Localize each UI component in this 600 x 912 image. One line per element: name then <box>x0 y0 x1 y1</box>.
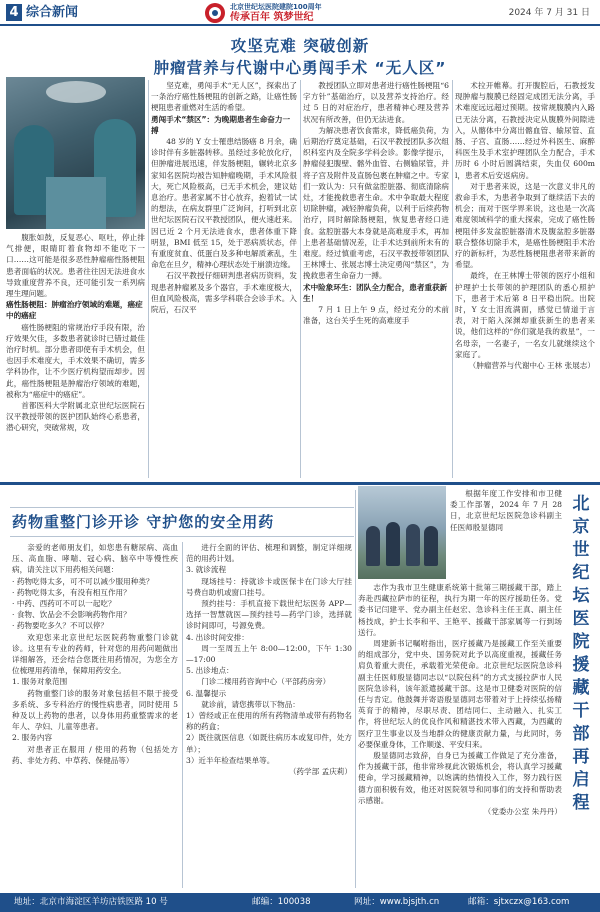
logo-line2: 传承百年 筑梦世纪 <box>230 12 314 23</box>
subheading: 勇闯手术“禁区”：为晚期患者生命奋力一搏 <box>151 114 291 135</box>
paragraph: 3）近半年检查结果单等。 <box>186 755 275 765</box>
paragraph: 药物重整门诊的服务对象包括但不限于接受多系统、多专科治疗的慢性病患者，同时使用 5 种及以上药物的患者，以身体用药重整需求的老年人、孕妇、儿童等患者。 <box>12 688 178 732</box>
paragraph: 周一至周五上午 8:00—12:00，下午 1:30—17:00 <box>186 643 352 665</box>
paragraph: · 中药、西药可不可以一起吃？ <box>12 599 116 609</box>
paragraph: 3. 就诊流程 <box>186 565 227 575</box>
paragraph: 7 月 1 日上午 9 点，经过充分的术前准备，这台关乎生死的高难度手 <box>303 305 449 326</box>
paragraph: 首都医科大学附属北京世纪坛医院石汉平教授带领的医护团队始终心系患者，潜心研究，突破常规，攻 <box>6 401 145 433</box>
paragraph: 2. 服务内容 <box>12 733 53 743</box>
paragraph: 进行全面的评估、梳理和调整，制定详细规范的用药计划。 <box>186 543 352 564</box>
paragraph: 坚克难，勇闯手术“无人区”，探索出了一条治疗癌性肠梗阻的创新之路，让癌性肠梗阻患者重燃对生活的希望。 <box>151 81 297 113</box>
paragraph: 对于患者来说，这是一次意义非凡的救命手术，为患者争取到了继续活下去的机会；而对于医学界来说，这也是一次高难度领域科学的重大探索，完成了癌性肠梗阻伴多发盆腔脏器清术及腹盆腔多脏器联合整体切除手术，是癌性肠梗阻手术治疗的新标杆，为恶性肠梗阻患者带来新的希望。 <box>455 181 595 270</box>
paragraph: 石汉平教授仔细研判患者病历资料，发现患者肿瘤累及多个器官，手术难度极大，但血风险极高，需多学科联合会诊手术。入院后，石汉平 <box>151 271 297 315</box>
footer-postcode: 邮编：100038 <box>252 897 311 907</box>
paragraph: 癌性肠梗阻的常规治疗手段有限，治疗效果欠佳，多数患者就诊时已错过最佳治疗时机。部分患者即使有手术机会，但也因手术难度大，手术效果不确切，需多学科协作，让不少医疗机构望而却步。因此，癌性肠梗阻是肿瘤治疗领域的难题，被称为“癌症中的癌症”。 <box>6 322 145 399</box>
page-footer <box>0 893 600 912</box>
paragraph: 对患者正在服用 / 使用的药物（包括处方药、非处方药、中草药、保健品等） <box>12 744 178 765</box>
article1-column-3 <box>303 80 449 478</box>
paragraph: 1. 服务对象范围 <box>12 677 68 687</box>
paragraph: 最终，在王林博士带领的医疗小组和护理护士长带领的护理团队的悉心照护下，患者于术后第 8 日平稳出院。出院时，Y 女士泪流满面，感觉已情道于言表，对于陷入深渊却重获新生的患者来说，他们这样的“你们就是我的救星”，一名母亲，一名妻子，一名女儿就继续这个家庭了。 <box>455 271 595 359</box>
article2-title: 药物重整门诊开诊 守护您的安全用药 <box>12 513 275 531</box>
author-credit: （肿瘤营养与代谢中心 王林 张展志） <box>468 361 595 371</box>
paragraph: 欢迎您来北京世纪坛医院药物重整门诊就诊。这里有专业的药师，针对您的用药问题做出详细解答，还会结合您既往用药情况，为您全方位梳理用药清单，保障用药安全。 <box>12 632 178 676</box>
hospital-emblem-icon <box>204 2 226 24</box>
paragraph: · 药物吃得太多，可不可以减少服用种类？ <box>12 576 154 586</box>
footer-website: 网址：www.bjsjth.cn <box>354 897 440 907</box>
paragraph: 根据年度工作安排和市卫健委工作部署，2024 年 7 月 28 日，北京世纪坛医院急诊科副主任医师殷显德同 <box>450 489 562 532</box>
paragraph: · 药物吃得太多，有没有相互作用？ <box>12 587 131 597</box>
paragraph: 2）既往就医信息（如既往病历本或复印件，处方单）； <box>186 733 352 754</box>
author-credit: （药学部 孟庆莉） <box>288 767 352 777</box>
author-credit: （党委办公室 朱丹丹） <box>483 807 562 817</box>
article1-column-1 <box>6 232 145 478</box>
paragraph: 腹胀如鼓，反复恶心、呕吐，停止排气排便，眼睛盯着食物却不能吃下一口……这可能是很多恶性肿瘤癌性肠梗阻患者面临的状况。患者往往因无法进食水导致重度营养不良，还可能引发一系列病理生理问题。 <box>6 233 145 299</box>
paragraph: 门诊二楼用药咨询中心（平部药房旁） <box>201 677 331 687</box>
paragraph: 志作为我市卫生健康系统第十批第三期援藏干部，踏上奔赴西藏拉萨市的征程，执行为期一年的医疗援助任务。党委书记闫建平、党办副主任赵宏、急诊科主任王真、副主任杨技成，护士长李和平、王艳平、援藏干部家属等一行到场送行。 <box>358 583 562 637</box>
paragraph: 术拉开帷幕。打开腹腔后，石教授发现肿瘤与腹膜已经固定成团无法分离，手术难度远远超过预期。按常规腹膜内入路已无法分离，石教授决定从腹膜外间隙进入，从髂体中分离出髂血管、输尿管、直肠、子宫、直肠……经过外科医生、麻醉科医生及手术室护理团队全力配合，手术历时 6 小时后圆满结束，失血仅 600ml，患者术后安返病房。 <box>455 81 595 180</box>
section-name: 综合新闻 <box>26 5 79 20</box>
paragraph: 现场挂号：持就诊卡或医保卡在门诊大厅挂号费自助机或窗口挂号。 <box>186 576 352 597</box>
paragraph: 预约挂号：手机直接下载世纪坛医务 APP—选择一智慧就医—预约挂号—药学门诊，选择就诊时间即可，号源免费。 <box>186 599 352 631</box>
footer-email: 邮箱：sjtxczx@163.com <box>468 897 570 907</box>
logo-line1: 北京世纪坛医院建院100周年 <box>230 3 322 11</box>
page-header <box>0 0 600 26</box>
surgery-photo <box>6 77 145 229</box>
paragraph: 48 岁的 Y 女士罹患结肠癌 8 月余，确诊时伴有多脏器转移。虽经过多轮放化疗，但肿瘤进展迅速，伴发肠梗阻，辗转北京多家知名医院均被告知肿瘤晚期，手术风险很大，死亡风险极高，已无手术机会，建议姑息治疗。患者家属不甘心放弃，抱着试一试的想法，在病友群里广泛询问，打听到北京世纪坛医院石汉平教授团队，便火速赶来。因已近 2 个月无法进食水，患者体重下降明显，BMI 低至 15，处于恶病质状态，伴有重度贫血、低蛋白及多种电解质紊乱，生命危在旦夕，精神心理状态处于崩溃边缘。 <box>151 137 297 270</box>
article3-vertical-title: 北京世纪坛医院援藏干部再启程 <box>572 494 590 813</box>
subheading: 术中险象环生：团队全力配合，患者重获新生！ <box>303 282 448 303</box>
article2-column-2 <box>186 542 352 888</box>
subheading: 癌性肠梗阻：肿瘤治疗领域的难题，癌症中的癌症 <box>6 300 143 321</box>
paragraph: 殷显德同志致辞，自身已为援藏工作做足了充分准备，作为援藏干部，他非常珍视此次锻炼机会，将认真学习援藏使命，学习援藏精神，以饱满的热情投入工作，努力践行医德方面积极有效，他还对医院领导和同事们的支持和帮助表示感谢。 <box>358 751 562 805</box>
paragraph: 就诊前，请您携带以下物品： <box>201 699 300 709</box>
article1-column-2 <box>151 80 297 478</box>
paragraph: 5. 出诊地点： <box>186 666 234 676</box>
section-number: 4 <box>6 4 22 21</box>
footer-address: 地址：北京市海淀区羊坊店铁医路 10 号 <box>14 897 168 907</box>
paragraph: 亲爱的老师朋友们，如您患有糖尿病、高血压、高血脂、哮喘、冠心病、脑卒中等慢性疾病，请关注以下用药相关问题： <box>12 543 178 575</box>
article2-column-1 <box>12 542 178 888</box>
section-divider <box>0 482 600 485</box>
article3-column-top <box>450 488 562 580</box>
issue-date: 2024 年 7 月 31 日 <box>508 8 590 18</box>
paragraph: 周建新书记嘱咐指出，医疗援藏乃是援藏工作至关重要的组成部分，党中央、国务院对此予以高度重视，援藏任务肩负着重大责任，承载着光荣使命。北京世纪坛医院急诊科副主任医师殷显德同志以“以院包科”的方式支援拉萨市人民医院急诊科，该年派遣援藏干部。这是市卫健委对医院的信任与肯定。他鼓舞并寄语殷显德同志带着对于上持续弘扬精英育于的精神，尽职尽责、团结同仁、主动融入、扎实工作，将世纪坛人的优良作风和精湛技术带入西藏，为西藏的医疗卫生事业以及当地群众的健康贡献力量，与此同时，务必要保重身体，工作顺遂、平安归来。 <box>358 639 562 749</box>
paragraph: 6. 温馨提示 <box>186 688 227 698</box>
anniversary-logo <box>204 2 404 24</box>
article1-title-line2: 肿瘤营养与代谢中心勇闯手术 “无人区” <box>153 59 447 77</box>
article3-column-body <box>358 582 562 888</box>
article1-column-4 <box>455 80 595 478</box>
paragraph: · 食物、饮品会不会影响药物作用？ <box>12 610 131 620</box>
paragraph: 4. 出诊时间安排： <box>186 632 249 642</box>
paragraph: 教授团队立即对患者进行癌性肠梗阻“6 字方针”基础治疗，以及营养支持治疗。经过 5 日的对症治疗，患者精神心理及营养状况有所改善，但仍无法进食。 <box>303 81 449 124</box>
article1-title-line1: 攻坚克难 突破创新 <box>230 37 370 55</box>
paragraph: 为解决患者饮食需求，降低癌负荷，为后期治疗奠定基础，石汉平教授团队多次组织科室内及全院多学科会诊。影像学提示，肿瘤侵犯腹壁、髂外血管、右侧输尿管，并将子宫及附件及直肠包裹在肿瘤之中。专家们一致认为：只有做盆腔脏器、彻底清除病灶，才能挽救患者生命。术中争取最大程度切除肿瘤，减轻肿瘤负荷，以利于后续药物治疗，同时解除肠梗阻，恢复患者经口进食。盆腔脏器大本身就是高难度手术，再加上患者基础情况差，让手术达到前所未有的难度。经过慎重考虑，石汉平教授带领团队王林博士、张展志博士决定勇闯“禁区”，为挽救患者生命奋力一搏。 <box>303 125 449 281</box>
send-off-photo <box>358 486 446 579</box>
paragraph: · 药物要吃多久？不可以停？ <box>12 621 108 631</box>
paragraph: 1）曾经或正在使用的所有药物清单或带有药物名称的药盒； <box>186 711 352 732</box>
